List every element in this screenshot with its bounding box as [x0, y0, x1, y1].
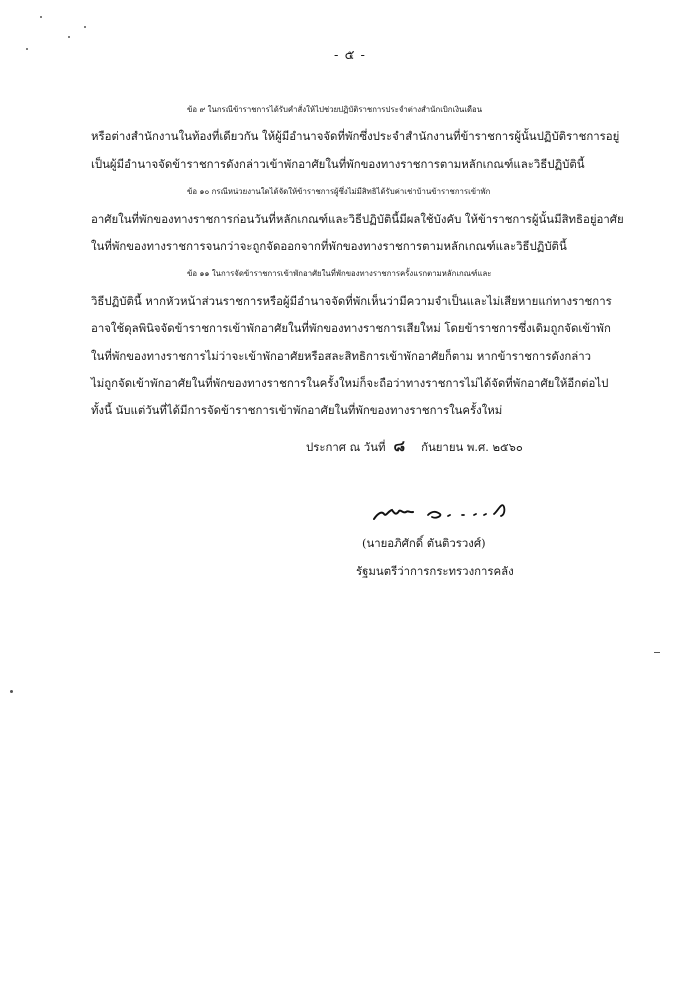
handwritten-signature [370, 497, 520, 527]
clause-10-line-2: อาศัยในที่พักของทางราชการก่อนวันที่หลักเกณฑ์และวิธีปฏิบัตินี้มีผลใช้บังคับ ให้ข้าราชการผู้นั้นมีสิทธิอยู่อาศัย [91, 211, 624, 226]
clause-11-line-2: วิธีปฏิบัตินี้ หากหัวหน้าส่วนราชการหรือผู้มีอำนาจจัดที่พักเห็นว่ามีความจำเป็นและไม่เสียหายแก่ทางราชการ [91, 293, 612, 308]
clause-9 [91, 96, 651, 178]
page-number: - ๕ - [334, 48, 366, 63]
clause-11-line-5: ไม่ถูกจัดเข้าพักอาศัยในที่พักของทางราชการในครั้งใหม่ก็จะถือว่าทางราชการไม่ได้จัดที่พักอาศัยให้อีกต่อไป [91, 376, 609, 391]
clause-9-line-2: หรือต่างสำนักงานในท้องที่เดียวกัน ให้ผู้มีอำนาจจัดที่พักซึ่งประจำสำนักงานที่ข้าราชการผู้นั้นปฏิบัติราชการอยู่ [91, 129, 620, 144]
scan-speck [40, 16, 42, 18]
clause-9-line-1: ข้อ ๙ ในกรณีข้าราชการได้รับคำสั่งให้ไปช่วยปฏิบัติราชการประจำต่างสำนักเบิกเงินเดือน [187, 105, 483, 114]
clause-11 [91, 260, 651, 424]
date-day: ๘ [393, 437, 406, 455]
clause-11-line-3: อาจใช้ดุลพินิจจัดข้าราชการเข้าพักอาศัยในที่พักของทางราชการเสียใหม่ โดยข้าราชการซึ่งเดิมถูกจัดเข้าพัก [91, 321, 611, 336]
clause-10-line-1: ข้อ ๑๐ กรณีหน่วยงานใดได้จัดให้ข้าราชการผู้ซึ่งไม่มีสิทธิได้รับค่าเช่าบ้านข้าราชการเข้าพัก [187, 187, 491, 197]
signer-name: (นายอภิศักดิ์ ตันติวรวงศ์) [362, 536, 486, 550]
clause-10 [91, 178, 651, 260]
scan-speck [68, 36, 70, 38]
date-prefix: ประกาศ ณ วันที่ [306, 440, 386, 454]
clause-11-line-4: ในที่พักของทางราชการไม่ว่าจะเข้าพักอาศัยหรือสละสิทธิการเข้าพักอาศัยก็ตาม หากข้าราชการดังกล่าว [91, 348, 592, 363]
scan-speck [84, 26, 86, 28]
date-month-year: กันยายน พ.ศ. ๒๕๖๐ [421, 440, 523, 454]
announcement-date [306, 434, 523, 458]
scan-speck [654, 652, 660, 653]
document-body [91, 96, 651, 425]
clause-11-line-6: ทั้งนี้ นับแต่วันที่ได้มีการจัดข้าราชการเข้าพักอาศัยในที่พักของทางราชการในครั้งใหม่ [91, 403, 503, 418]
scan-speck [10, 690, 13, 693]
signer-title: รัฐมนตรีว่าการกระทรวงการคลัง [356, 564, 514, 578]
clause-9-line-3: เป็นผู้มีอำนาจจัดข้าราชการดังกล่าวเข้าพักอาศัยในที่พักของทางราชการตามหลักเกณฑ์และวิธีปฏิบัตินี้ [91, 156, 585, 171]
clause-11-line-1: ข้อ ๑๑ ในการจัดข้าราชการเข้าพักอาศัยในที่พักของทางราชการครั้งแรกตามหลักเกณฑ์และ [187, 269, 492, 279]
clause-10-line-3: ในที่พักของทางราชการจนกว่าจะถูกจัดออกจากที่พักของทางราชการตามหลักเกณฑ์และวิธีปฏิบัตินี้ [91, 239, 567, 254]
